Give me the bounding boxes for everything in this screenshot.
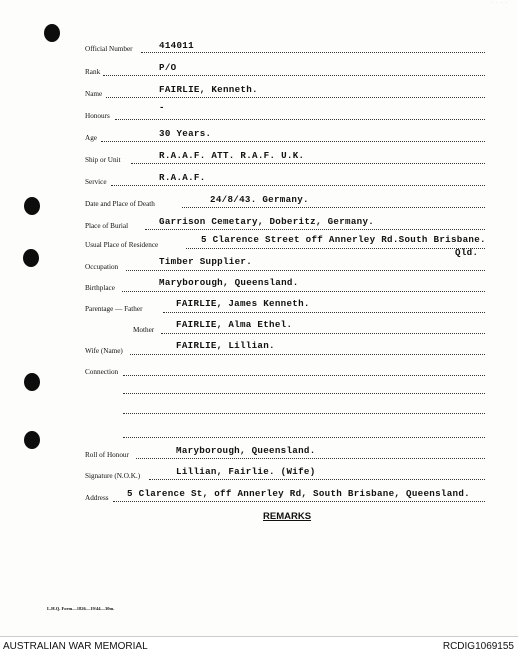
dotted-line <box>115 119 485 120</box>
dotted-line <box>136 458 485 459</box>
address-label: Address <box>85 494 109 502</box>
dotted-line <box>131 163 485 164</box>
dotted-line <box>182 207 485 208</box>
institution-name: AUSTRALIAN WAR MEMORIAL <box>3 641 148 652</box>
dotted-line <box>106 97 485 98</box>
punch-hole-mark <box>23 249 39 267</box>
rank-value: P/O <box>159 62 177 73</box>
dotted-line <box>123 437 485 438</box>
date-place-death-value: 24/8/43. Germany. <box>210 194 309 205</box>
father-value: FAIRLIE, James Kenneth. <box>176 298 310 309</box>
date-place-death-label: Date and Place of Death <box>85 200 155 208</box>
occupation-label: Occupation <box>85 263 119 271</box>
name-label: Name <box>85 90 103 98</box>
birthplace-value: Maryborough, Queensland. <box>159 277 299 288</box>
birthplace-label: Birthplace <box>85 284 115 292</box>
ship-or-unit-value: R.A.A.F. ATT. R.A.F. U.K. <box>159 150 305 161</box>
signature-label: Signature (N.O.K.) <box>85 472 141 480</box>
dotted-line <box>123 393 485 394</box>
official-number-label: Official Number <box>85 45 133 53</box>
name-value: FAIRLIE, Kenneth. <box>159 84 258 95</box>
dotted-line <box>186 248 485 249</box>
father-label: Parentage — Father <box>85 305 143 313</box>
honours-value: - <box>159 102 165 113</box>
mother-label: Mother <box>133 326 155 334</box>
wife-value: FAIRLIE, Lillian. <box>176 340 275 351</box>
place-of-burial-label: Place of Burial <box>85 222 129 230</box>
punch-hole-mark <box>24 431 40 449</box>
dotted-line <box>113 501 485 502</box>
dotted-line <box>130 354 485 355</box>
connection-label: Connection <box>85 368 119 376</box>
dotted-line <box>111 185 485 186</box>
dotted-line <box>123 375 485 376</box>
punch-hole-mark <box>24 197 40 215</box>
dotted-line <box>141 52 485 53</box>
address-value: 5 Clarence St, off Annerley Rd, South Brisbane, Queensland. <box>127 488 470 499</box>
dotted-line <box>149 479 485 480</box>
mother-value: FAIRLIE, Alma Ethel. <box>176 319 293 330</box>
dotted-line <box>122 291 485 292</box>
roll-of-honour-label: Roll of Honour <box>85 451 129 459</box>
service-label: Service <box>85 178 107 186</box>
honours-label: Honours <box>85 112 110 120</box>
wife-label: Wife (Name) <box>85 347 123 355</box>
punch-hole-mark <box>44 24 60 42</box>
usual-residence-value-continued: Qld. <box>455 247 479 258</box>
usual-residence-value: 5 Clarence Street off Annerley Rd.South Brisbane. <box>201 234 486 245</box>
dotted-line <box>103 75 485 76</box>
occupation-value: Timber Supplier. <box>159 256 253 267</box>
remarks-heading: REMARKS <box>263 511 312 522</box>
record-id: RCDIG1069155 <box>442 641 514 652</box>
dotted-line <box>145 229 485 230</box>
dotted-line <box>101 141 485 142</box>
form-footnote: L.H.Q. Form—1826—19/44—30m. <box>47 606 115 611</box>
place-of-burial-value: Garrison Cemetary, Doberitz, Germany. <box>159 216 375 227</box>
dotted-line <box>161 333 485 334</box>
ship-or-unit-label: Ship or Unit <box>85 156 121 164</box>
usual-residence-label: Usual Place of Residence <box>85 241 159 249</box>
dotted-line <box>123 413 485 414</box>
dotted-line <box>163 312 485 313</box>
roll-of-honour-value: Maryborough, Queensland. <box>176 445 316 456</box>
archive-footer <box>0 636 518 655</box>
dotted-line <box>126 270 485 271</box>
signature-value: Lillian, Fairlie. (Wife) <box>176 466 316 477</box>
punch-hole-mark <box>24 373 40 391</box>
official-number-value: 414011 <box>159 40 194 51</box>
age-value: 30 Years. <box>159 128 212 139</box>
archive-stamp: · · · · <box>490 1 508 6</box>
rank-label: Rank <box>85 68 101 76</box>
age-label: Age <box>85 134 97 142</box>
service-value: R.A.A.F. <box>159 172 206 183</box>
